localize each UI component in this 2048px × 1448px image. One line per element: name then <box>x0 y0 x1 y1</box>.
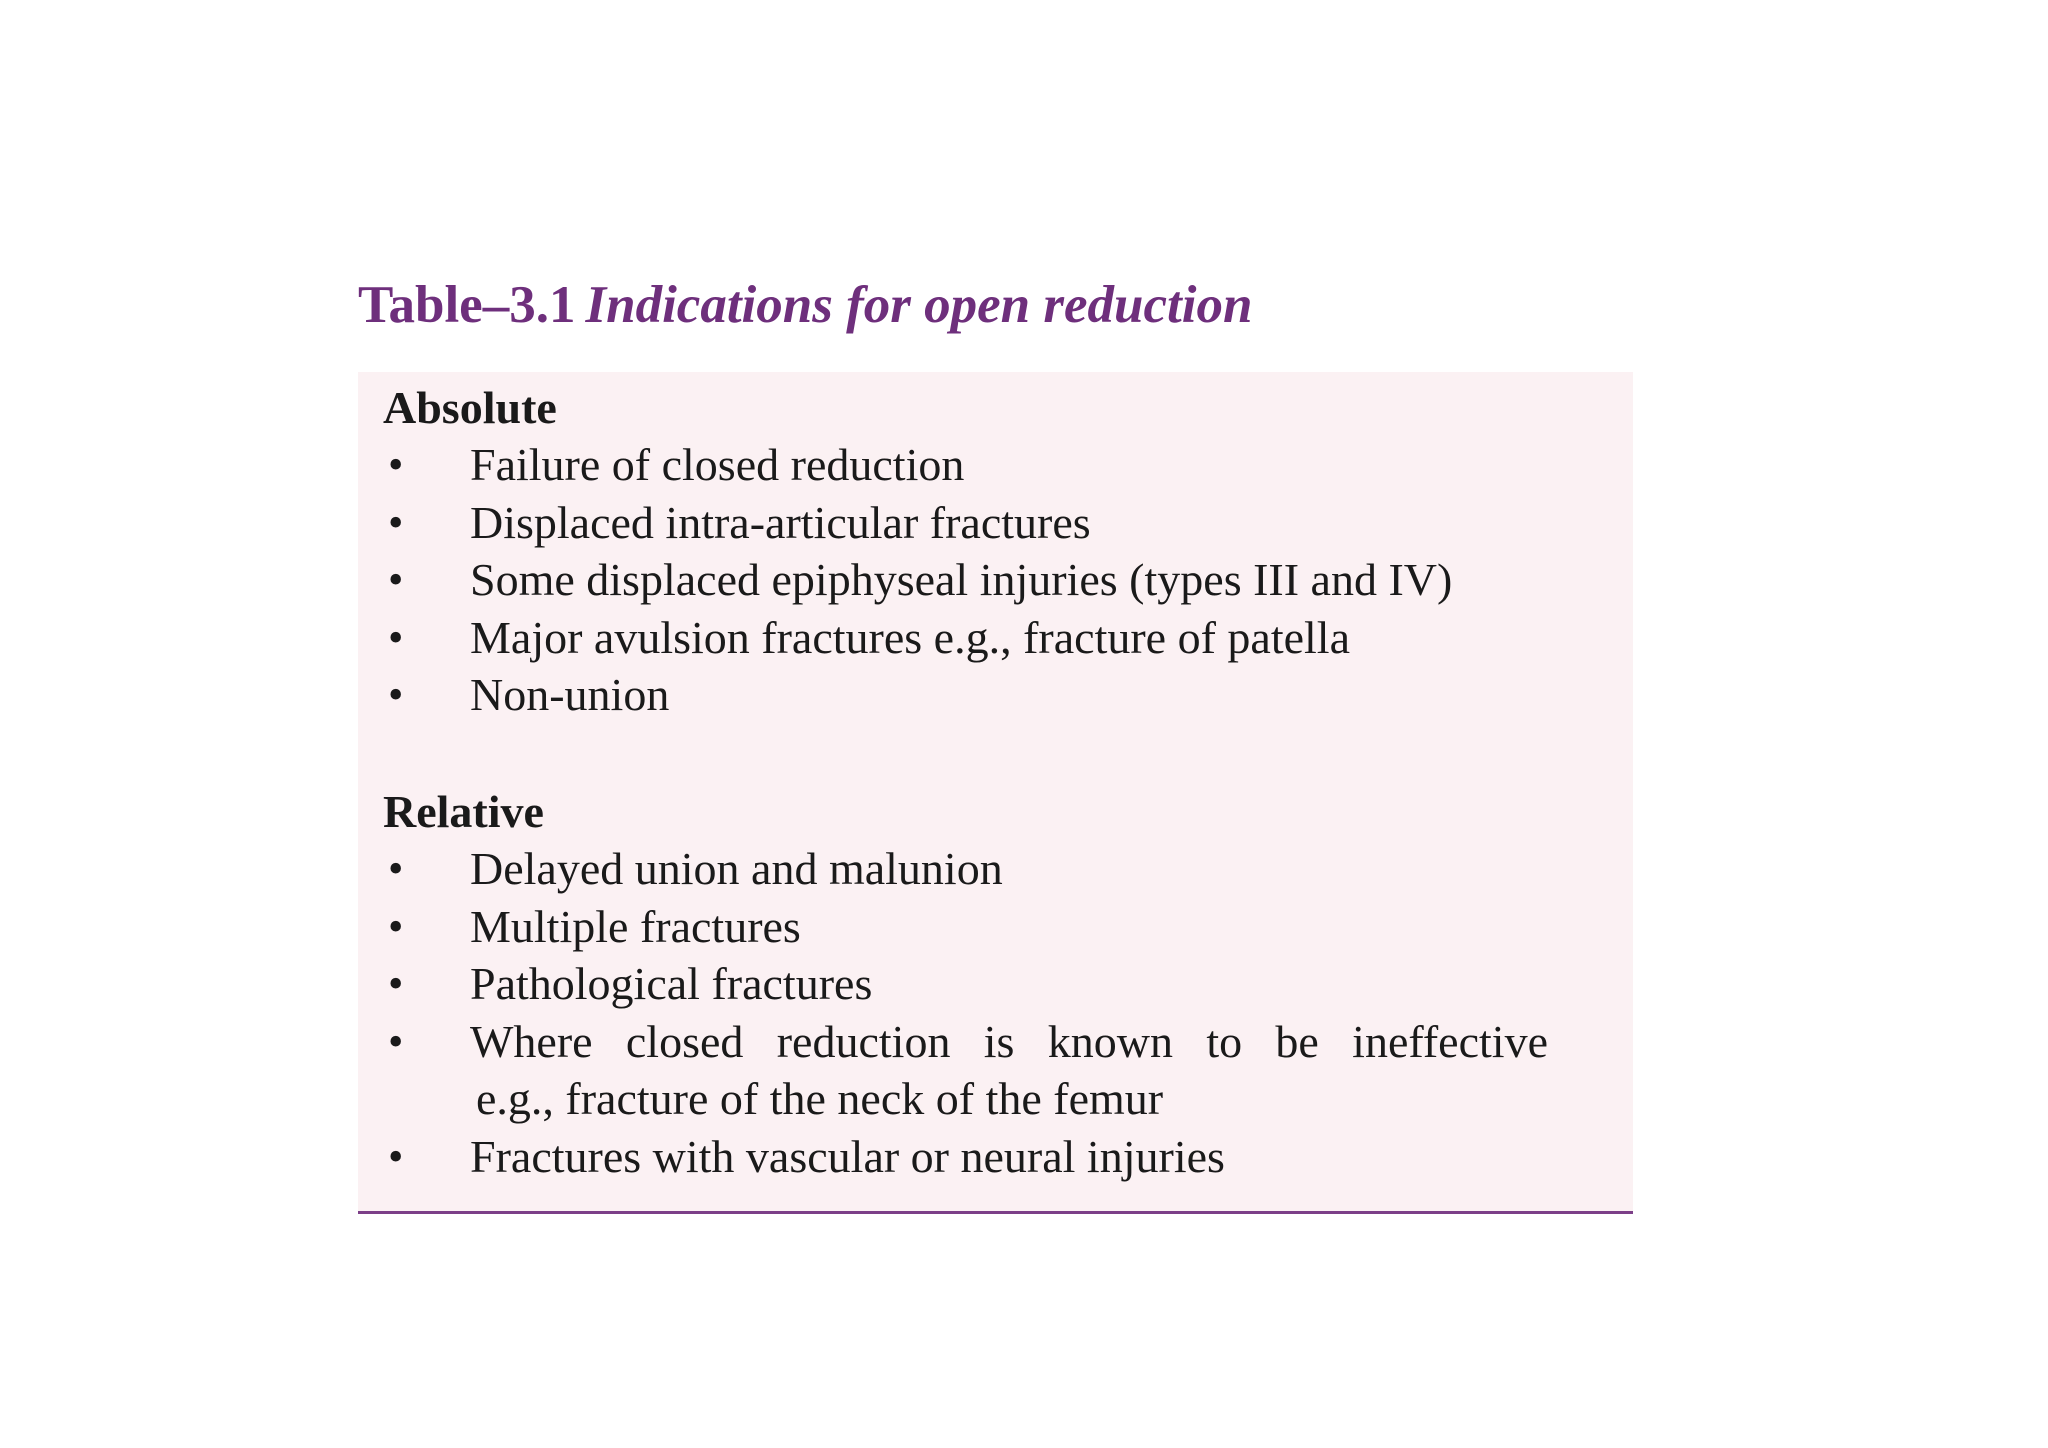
list-item <box>358 494 1633 552</box>
bullet-icon: • <box>388 844 404 893</box>
list-item-text: Non-union <box>470 669 670 720</box>
list-item <box>358 840 1633 898</box>
bullet-icon: • <box>388 1016 404 1066</box>
bullet-icon: • <box>388 1131 404 1181</box>
list-item-text: Multiple fractures <box>470 900 801 952</box>
table-box <box>358 372 1633 1214</box>
table-number: Table–3.1 <box>358 276 576 334</box>
list-item <box>358 898 1633 956</box>
list-item-text-line2: e.g., fracture of the neck of the femur <box>476 1073 1164 1124</box>
list-item-text-line1: Where closed reduction is known to be ineffective <box>470 1015 1548 1067</box>
list-item <box>358 1128 1633 1186</box>
list-item <box>358 436 1633 494</box>
list-item-text: Major avulsion fractures e.g., fracture of patella <box>470 611 1350 663</box>
bullet-icon: • <box>388 670 404 719</box>
list-item <box>358 609 1633 667</box>
table-caption: Indications for open reduction <box>585 276 1253 334</box>
list-item-text: Pathological fractures <box>470 958 873 1009</box>
list-item <box>358 1013 1633 1128</box>
table-title <box>358 270 1252 340</box>
section-heading-absolute: Absolute <box>383 382 557 433</box>
bullet-icon: • <box>388 555 404 604</box>
bullet-icon: • <box>388 497 404 547</box>
bullet-icon: • <box>388 959 404 1008</box>
bullet-icon: • <box>388 612 404 662</box>
list-item <box>358 551 1633 609</box>
section-heading-relative: Relative <box>383 786 544 837</box>
absolute-list <box>358 436 1633 724</box>
list-item-text: Some displaced epiphyseal injuries (types III and IV) <box>470 554 1453 605</box>
list-item <box>358 955 1633 1013</box>
bullet-icon: • <box>388 440 404 489</box>
list-item-text: Fractures with vascular or neural injuries <box>470 1130 1225 1182</box>
list-item <box>358 666 1633 724</box>
bullet-icon: • <box>388 901 404 951</box>
list-item-text: Delayed union and malunion <box>470 843 1003 894</box>
list-item-text: Displaced intra-articular fractures <box>470 496 1091 548</box>
list-item-text: Failure of closed reduction <box>470 439 965 490</box>
relative-list <box>358 840 1633 1185</box>
